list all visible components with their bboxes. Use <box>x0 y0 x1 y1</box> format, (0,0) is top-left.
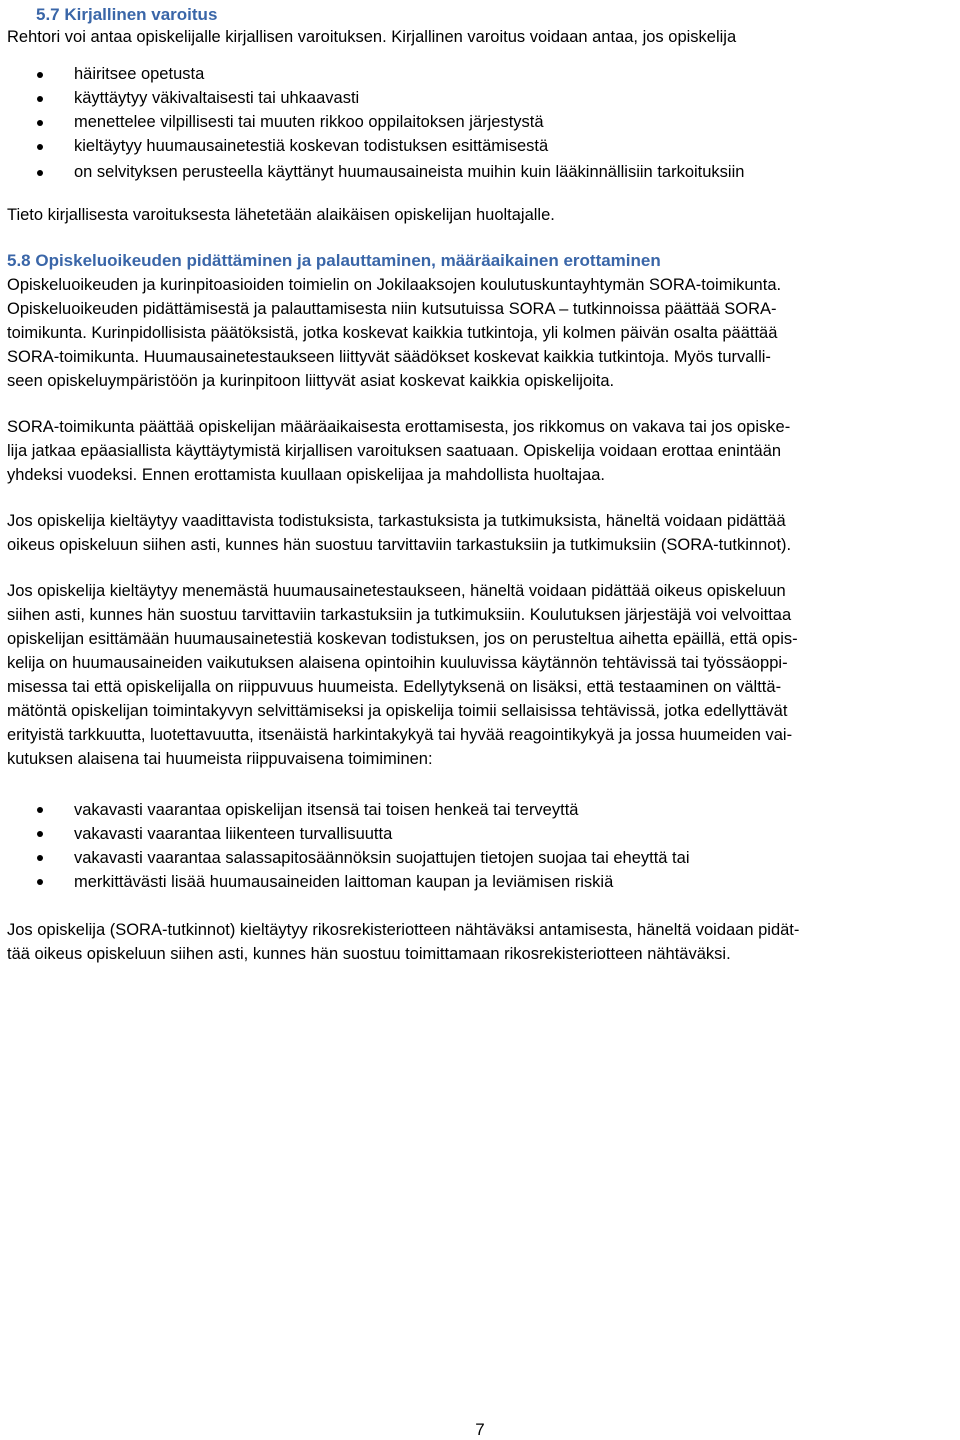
bullet-icon <box>37 144 43 150</box>
list-item: menettelee vilpillisesti tai muuten rikkoo oppilaitoksen järjestystä <box>7 109 948 136</box>
section-5-8-paragraph-1: Opiskeluoikeuden ja kurinpitoasioiden toimielin on Jokilaaksojen koulutuskuntayhtymän SORA-toimikunta. Opiskeluoikeuden pidättämisestä ja palauttamisesta niin kutsutuissa SORA – tutkinnoissa päättää SORA- toimikunta. Kurinpidollisista päätöksistä, jotka koskevat kaikkia tutkintoja, yli kolmen päivän osalta päättää SORA-toimikunta. Huumausainetestaukseen liittyvät säädökset koskevat kaikkia tutkintoja. Myös turvalli- seen opiskeluympäristöön ja kurinpitoon liittyvät asiat koskevat kaikkia opiskelijoita. <box>7 276 782 390</box>
section-5-8-paragraph-4: Jos opiskelija kieltäytyy menemästä huumausainetestaukseen, häneltä voidaan pidättää oikeus opiskeluun siihen asti, kunnes hän suostuu tarvittaviin tarkastuksiin ja tutkimuksiin. Koulutuksen järjestäjä voi velvoittaa opiskelijan esittämään huumausainetestiä koskevan todistuksen, jos on perusteltua aihetta epäillä, että opis- kelija on huumausaineiden vaikutuksen alaisena opintoihin kuuluvissa käytännön tehtävissä tai työssäoppi- misessa tai että opiskelijalla on riippuvuus huumeista. Edellytyksenä on lisäksi, että testaaminen on välttä- mätöntä opiskelijan toimintakyvyn selvittämiseksi ja opiskelija toimii sellaisissa tehtävissä, jotka edellyttävät erityistä tarkkuutta, luotettavuutta, itsenäistä harkintakykyä tai hyvää reagointikykyä ja jossa huumeiden vai- kutuksen alaisena tai huumeista riippuvaisena toimiminen: <box>7 582 798 768</box>
section-heading-5-8: 5.8 Opiskeluoikeuden pidättäminen ja palauttaminen, määräaikainen erottaminen <box>7 251 661 270</box>
list-item: vakavasti vaarantaa opiskelijan itsensä tai toisen henkeä tai terveyttä <box>7 798 948 822</box>
list-item: käyttäytyy väkivaltaisesti tai uhkaavasti <box>7 85 948 112</box>
section-5-8-paragraph-2: SORA-toimikunta päättää opiskelijan määräaikaisesta erottamisesta, jos rikkomus on vakava tai jos opiske- lija jatkaa epäasiallista käyttäytymistä kirjallisen varoituksen saatuaan. Opiskelija voidaan erottaa enintään yhdeksi vuodeksi. Ennen erottamista kuullaan opiskelijaa ja mahdollista huoltajaa. <box>7 418 791 484</box>
bullet-icon <box>37 879 43 885</box>
section-heading-5-7: 5.7 Kirjallinen varoitus <box>36 5 218 24</box>
list-item: on selvityksen perusteella käyttänyt huumausaineista muihin kuin lääkinnällisiin tarkoituksiin <box>7 159 948 186</box>
section-5-7-bullet-list <box>7 61 948 186</box>
bullet-icon <box>37 170 43 176</box>
bullet-icon <box>37 807 43 813</box>
section-5-8-paragraph-3: Jos opiskelija kieltäytyy vaadittavista todistuksista, tarkastuksista ja tutkimuksista, häneltä voidaan pidättää oikeus opiskeluun siihen asti, kunnes hän suostuu tarvittaviin tarkastuksiin ja tutkimuksiin (SORA-tutkinnot). <box>7 512 792 554</box>
list-item: vakavasti vaarantaa salassapitosäännöksin suojattujen tietojen suojaa tai eheyttä tai <box>7 846 948 870</box>
bullet-icon <box>37 72 43 78</box>
list-item: häiritsee opetusta <box>7 61 948 88</box>
list-item: vakavasti vaarantaa liikenteen turvallisuutta <box>7 822 948 846</box>
section-5-8-bullet-list <box>7 798 948 894</box>
list-item: kieltäytyy huumausainetestiä koskevan todistuksen esittämisestä <box>7 133 948 160</box>
page-number: 7 <box>475 1420 485 1439</box>
bullet-icon <box>37 96 43 102</box>
list-item: merkittävästi lisää huumausaineiden laittoman kaupan ja leviämisen riskiä <box>7 870 948 894</box>
bullet-icon <box>37 120 43 126</box>
section-5-7-closing: Tieto kirjallisesta varoituksesta lähetetään alaikäisen opiskelijan huoltajalle. <box>7 206 555 224</box>
section-5-8-paragraph-5: Jos opiskelija (SORA-tutkinnot) kieltäytyy rikosrekisteriotteen nähtäväksi antamisesta, häneltä voidaan pidät- tää oikeus opiskeluun siihen asti, kunnes hän suostuu toimittamaan rikosrekisteriotteen nähtäväksi. <box>7 921 800 963</box>
bullet-icon <box>37 855 43 861</box>
bullet-icon <box>37 831 43 837</box>
section-5-7-intro: Rehtori voi antaa opiskelijalle kirjallisen varoituksen. Kirjallinen varoitus voidaan antaa, jos opiskelija <box>7 28 737 46</box>
